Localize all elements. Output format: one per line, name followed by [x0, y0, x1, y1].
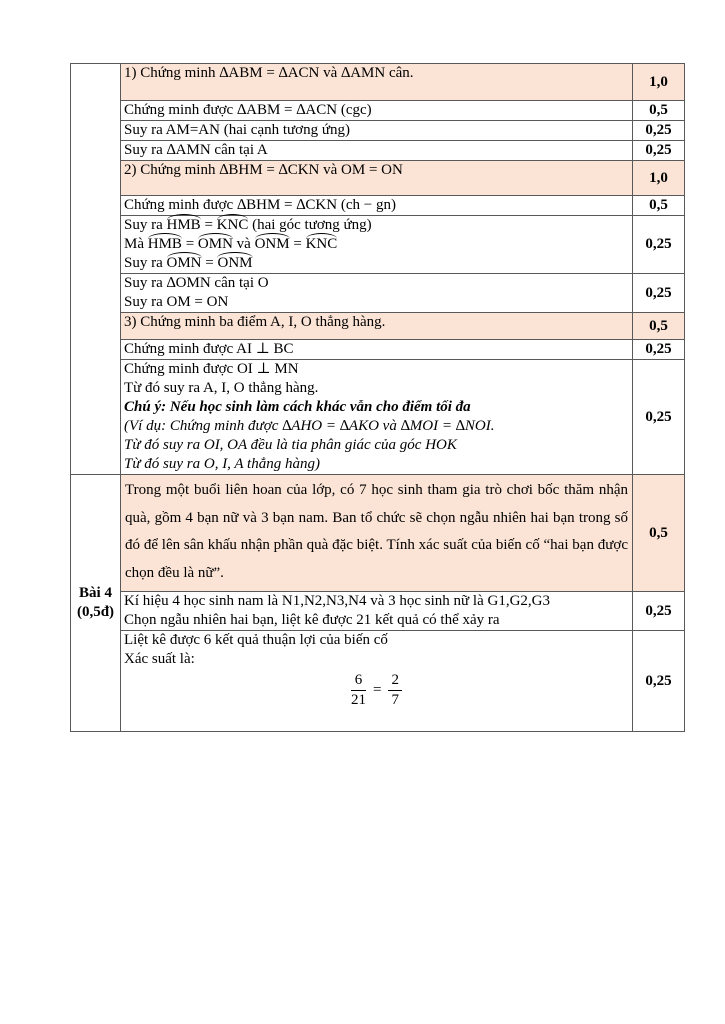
content-line: [124, 254, 629, 273]
content-line: [124, 455, 629, 474]
rubric-row: [71, 196, 685, 216]
section-label-cell: [71, 64, 121, 475]
angle-arc-notation: ONM: [254, 236, 290, 252]
section-label-cell: [71, 475, 121, 732]
text-segment: Suy ra AM=AN (hai cạnh tương ứng): [124, 122, 350, 138]
row-content-cell: [121, 216, 633, 274]
content-line: [124, 216, 629, 235]
angle-arc-notation: KNC: [305, 236, 338, 252]
content-line: [124, 313, 629, 332]
text-segment: Trong một buổi liên hoan của lớp, có 7 học sinh tham gia trò chơi bốc thăm nhận quà, gồm 4 bạn nữ và 3 bạn nam. Ban tổ chức sẽ chọn ngẫu nhiên hai bạn trong số đó để lên sân khấu nhận phần quà đặc biệt. Tính xác suất của biến cố “hai bạn được chọn đều là nữ”.: [125, 482, 628, 581]
fraction-denominator: 21: [351, 692, 367, 708]
angle-arc-notation: HMB: [166, 217, 201, 233]
score-cell: 0,5: [633, 475, 685, 592]
text-segment: Suy ra ∆AMN cân tại A: [124, 142, 268, 158]
row-content-cell: [121, 360, 633, 475]
fraction: [351, 672, 366, 709]
content-line: [124, 398, 629, 417]
text-segment: Chứng minh được ∆ABM = ∆ACN (cgc): [124, 102, 372, 118]
content-line: [124, 235, 629, 254]
text-segment: Chứng minh được AI ⊥ BC: [124, 341, 294, 357]
content-line: [124, 611, 629, 630]
content-line: [124, 436, 629, 455]
text-segment: Suy ra OM = ON: [124, 294, 229, 310]
score-cell: 0,5: [633, 101, 685, 121]
row-content-cell: [121, 592, 633, 631]
score-cell: 0,25: [633, 340, 685, 360]
text-segment: Liệt kê được 6 kết quả thuận lợi của biến cố: [124, 632, 388, 648]
row-content-cell: [121, 313, 633, 340]
text-segment: =: [181, 236, 198, 252]
rubric-row: [71, 161, 685, 196]
text-segment: Chú ý: Nếu học sinh làm cách khác vẫn cho điểm tối đa: [124, 399, 471, 415]
row-content-cell: [121, 141, 633, 161]
score-cell: 0,5: [633, 196, 685, 216]
row-content-cell: [121, 475, 633, 592]
content-line: [124, 650, 629, 669]
fraction: [388, 672, 402, 709]
content-line: [124, 293, 629, 312]
rubric-row: [71, 274, 685, 313]
fraction-numerator: 2: [388, 672, 402, 691]
row-content-cell: [121, 196, 633, 216]
text-segment: Từ đó suy ra O, I, A thẳng hàng): [124, 456, 320, 472]
rubric-row: [71, 475, 685, 592]
rubric-table: [70, 63, 685, 732]
angle-arc-notation: OMN: [197, 236, 233, 252]
text-segment: Từ đó suy ra OI, OA đều là tia phân giác của góc HOK: [124, 437, 457, 453]
text-segment: Chọn ngẫu nhiên hai bạn, liệt kê được 21 kết quả có thể xảy ra: [124, 612, 500, 628]
row-content-cell: [121, 274, 633, 313]
text-segment: Kí hiệu 4 học sinh nam là N1,N2,N3,N4 và 3 học sinh nữ là G1,G2,G3: [124, 593, 550, 609]
score-cell: 0,25: [633, 141, 685, 161]
row-content-cell: [121, 161, 633, 196]
score-cell: 0,25: [633, 631, 685, 732]
row-content-cell: [121, 64, 633, 101]
content-line: [124, 340, 629, 359]
content-line: [124, 379, 629, 398]
score-cell: 0,5: [633, 313, 685, 340]
rubric-row: [71, 340, 685, 360]
text-segment: và: [232, 236, 255, 252]
fraction-denominator: 7: [391, 692, 399, 708]
content-line: [124, 274, 629, 293]
rubric-row: [71, 121, 685, 141]
content-line: [124, 196, 629, 215]
rubric-row: [71, 64, 685, 101]
text-segment: Xác suất là:: [124, 651, 195, 667]
text-segment: Mà: [124, 236, 148, 252]
text-segment: 2) Chứng minh ∆BHM = ∆CKN và OM = ON: [124, 162, 403, 178]
score-cell: 0,25: [633, 121, 685, 141]
content-line: [125, 477, 628, 587]
fraction-numerator: 6: [351, 672, 366, 691]
score-cell: 0,25: [633, 216, 685, 274]
equals-sign: =: [373, 682, 382, 698]
text-segment: 3) Chứng minh ba điểm A, I, O thẳng hàng.: [124, 314, 386, 330]
text-segment: =: [289, 236, 306, 252]
rubric-row: [71, 313, 685, 340]
rubric-row: [71, 631, 685, 732]
fraction-equation: [124, 672, 629, 709]
score-cell: 0,25: [633, 360, 685, 475]
section-label-line: Bài 4: [79, 585, 112, 601]
content-line: [124, 161, 629, 180]
text-segment: (hai góc tương ứng): [248, 217, 372, 233]
row-content-cell: [121, 631, 633, 732]
content-line: [124, 360, 629, 379]
text-segment: 1) Chứng minh ∆ABM = ∆ACN và ∆AMN cân.: [124, 65, 414, 81]
text-segment: (Ví dụ: Chứng minh được ∆AHO = ∆AKO và ∆MOI = ∆NOI.: [124, 418, 495, 434]
row-content-cell: [121, 101, 633, 121]
rubric-row: [71, 141, 685, 161]
text-segment: =: [200, 217, 217, 233]
text-segment: Chứng minh được ∆BHM = ∆CKN (ch − gn): [124, 197, 396, 213]
content-line: [124, 64, 629, 83]
content-line: [124, 121, 629, 140]
score-cell: 1,0: [633, 161, 685, 196]
rubric-row: [71, 360, 685, 475]
text-segment: Chứng minh được OI ⊥ MN: [124, 361, 299, 377]
angle-arc-notation: OMN: [166, 255, 202, 271]
text-segment: Suy ra: [124, 217, 167, 233]
content-line: [124, 631, 629, 650]
angle-arc-notation: HMB: [147, 236, 182, 252]
rubric-row: [71, 216, 685, 274]
rubric-row: [71, 592, 685, 631]
text-segment: Suy ra ∆OMN cân tại O: [124, 275, 269, 291]
angle-arc-notation: KNC: [216, 217, 249, 233]
content-line: [124, 417, 629, 436]
score-cell: 0,25: [633, 592, 685, 631]
score-cell: 1,0: [633, 64, 685, 101]
row-content-cell: [121, 340, 633, 360]
content-line: [124, 592, 629, 611]
text-segment: Suy ra: [124, 255, 167, 271]
score-cell: 0,25: [633, 274, 685, 313]
content-line: [124, 141, 629, 160]
section-label-line: (0,5đ): [76, 604, 115, 620]
text-segment: Từ đó suy ra A, I, O thẳng hàng.: [124, 380, 319, 396]
row-content-cell: [121, 121, 633, 141]
text-segment: =: [201, 255, 218, 271]
content-line: [124, 101, 629, 120]
angle-arc-notation: ONM: [217, 255, 253, 271]
rubric-row: [71, 101, 685, 121]
